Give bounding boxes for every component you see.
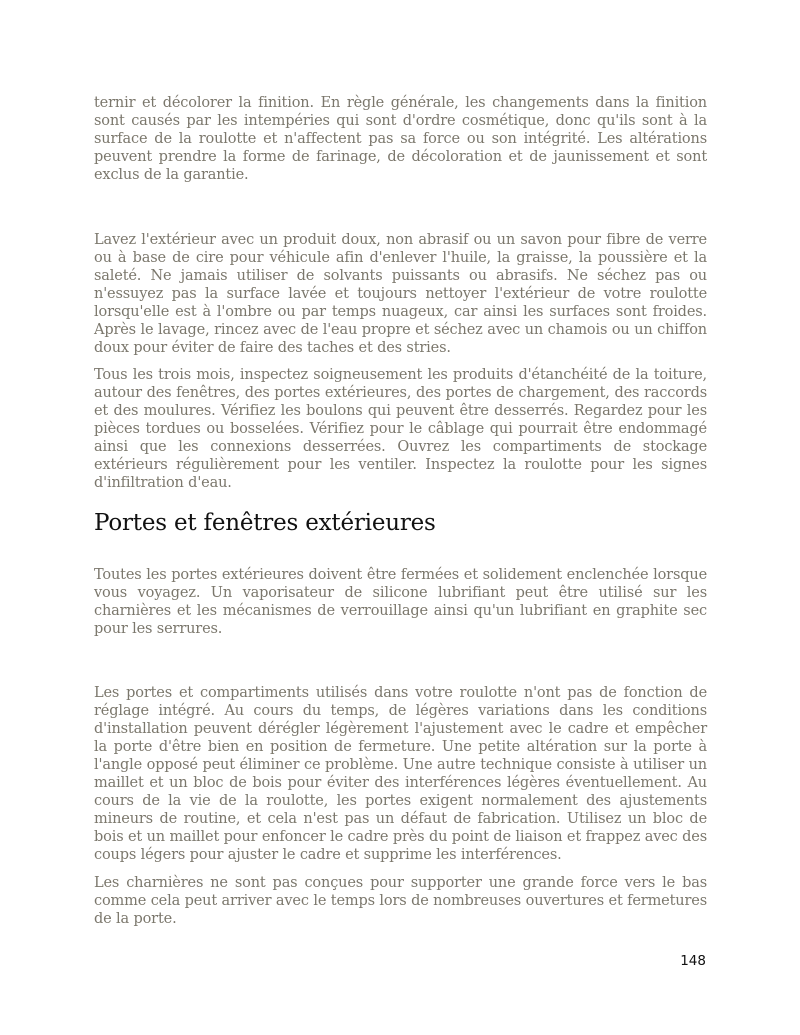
paragraph-washing-instructions: Lavez l'extérieur avec un produit doux, non abrasif ou un savon pour fibre de verre ou à base de cire pour véhicule afin d'enlever l'huile, la graisse, la poussière et la saleté. Ne jamais utiliser de solvants puissants ou abrasifs. Ne séchez pas ou n'essuyez pas la surface lavée et toujours nettoyer l'extérieur de votre roulotte lorsqu'elle est à l'ombre ou par temps nuageux, car ainsi les surfaces sont froides. Après le lavage, rincez avec de l'eau propre et séchez avec un chamois ou un chiffon doux pour éviter de faire des taches et des stries. — [94, 232, 707, 356]
paragraph-quarterly-inspection: Tous les trois mois, inspectez soigneusement les produits d'étanchéité de la toiture, autour des fenêtres, des portes extérieures, des portes de chargement, des raccords et des moulures. Vérifiez les boulons qui peuvent être desserrés. Regardez pour les pièces tordues ou bosselées. Vérifiez pour le câblage qui pourrait être endommagé ainsi que les connexions desserrées. Ouvrez les compartiments de stockage extérieurs régulièrement pour les ventiler. Inspectez la roulotte pour les signes d'infiltration d'eau. — [94, 367, 707, 491]
page-number: 148 — [680, 953, 706, 969]
paragraph-hinges: Les charnières ne sont pas conçues pour supporter une grande force vers le bas comme cela peut arriver avec le temps lors de nombreuses ouvertures et fermetures de la porte. — [94, 875, 707, 927]
paragraph-finish-alterations: ternir et décolorer la finition. En règle générale, les changements dans la finition sont causés par les intempéries qui sont d'ordre cosmétique, donc qu'ils sont à la surface de la roulotte et n'affectent pas sa force ou son intégrité. Les altérations peuvent prendre la forme de farinage, de décoloration et de jaunissement et sont exclus de la garantie. — [94, 95, 707, 183]
paragraph-door-lubrication: Toutes les portes extérieures doivent être fermées et solidement enclenchée lorsque vous voyagez. Un vaporisateur de silicone lubrifiant peut être utilisé sur les charnières et les mécanismes de verrouillage ainsi qu'un lubrifiant en graphite sec pour les serrures. — [94, 567, 707, 637]
section-heading: Portes et fenêtres extérieures — [94, 510, 436, 536]
paragraph-door-adjustment: Les portes et compartiments utilisés dans votre roulotte n'ont pas de fonction de réglage intégré. Au cours du temps, de légères variations dans les conditions d'installation peuvent dérégler légèrement l'ajustement avec le cadre et empêcher la porte d'être bien en position de fermeture. Une petite altération sur la porte à l'angle opposé peut éliminer ce problème. Une autre technique consiste à utiliser un maillet et un bloc de bois pour éviter des interférences légères éventuellement. Au cours de la vie de la roulotte, les portes exigent normalement des ajustements mineurs de routine, et cela n'est pas un défaut de fabrication. Utilisez un bloc de bois et un maillet pour enfoncer le cadre près du point de liaison et frappez avec des coups légers pour ajuster le cadre et supprime les interférences. — [94, 685, 707, 863]
